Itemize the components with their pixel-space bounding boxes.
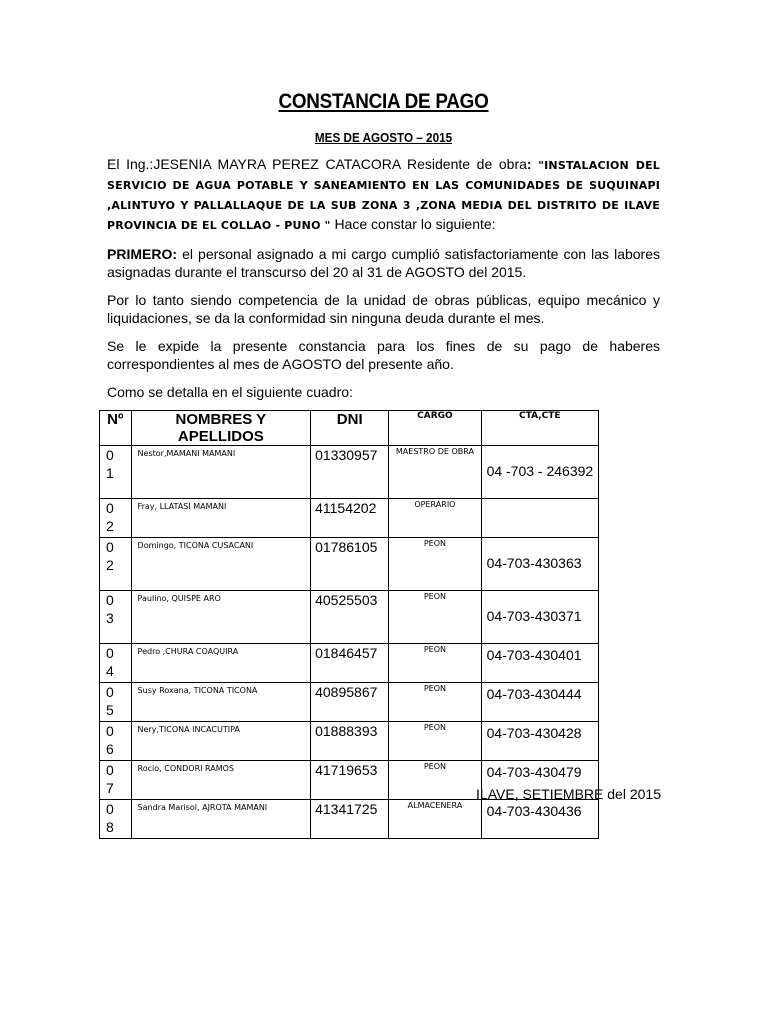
row-number-digit: 0 [106, 592, 114, 608]
row-cargo: PEON [389, 683, 481, 722]
row-dni: 41719653 [311, 761, 389, 800]
payment-table [99, 410, 599, 839]
row-cta: 04-703-430479 [481, 761, 598, 800]
row-dni: 01846457 [311, 644, 389, 683]
document-body [107, 90, 660, 401]
row-name: Nery,TICONA INCACUTIPA [131, 722, 311, 761]
row-cargo: PEON [389, 538, 481, 591]
row-number-digit: 2 [106, 557, 114, 573]
row-number [100, 499, 132, 538]
row-name: Sandra Marisol, AJROTA MAMANI [131, 800, 311, 839]
row-number [100, 644, 132, 683]
paragraph-conformidad: Por lo tanto siendo competencia de la unidad de obras públicas, equipo mecánico y liquidaciones, se da la conformidad sin ninguna deuda durante el mes. [107, 292, 660, 326]
row-number-digit: 0 [106, 539, 114, 555]
row-number-digit: 4 [106, 663, 114, 679]
table-row [100, 683, 599, 722]
document-title: CONSTANCIA DE PAGO [278, 90, 489, 113]
row-dni: 40525503 [311, 591, 389, 644]
row-dni: 01786105 [311, 538, 389, 591]
row-cta: 04-703-430363 [481, 538, 598, 591]
row-cargo: OPERARIO [389, 499, 481, 538]
row-cta: 04-703-430371 [481, 591, 598, 644]
table-header-row [100, 411, 599, 446]
row-number-digit: 2 [106, 518, 114, 534]
table-row [100, 722, 599, 761]
intro-colon: : [526, 156, 539, 172]
row-number-digit: 1 [106, 465, 114, 481]
row-dni: 41341725 [311, 800, 389, 839]
row-name: Domingo, TICONA CUSACANI [131, 538, 311, 591]
row-cta [481, 499, 598, 538]
row-dni: 01888393 [311, 722, 389, 761]
header-names: NOMBRES Y APELLIDOS [131, 411, 311, 446]
row-cta: 04-703-430444 [481, 683, 598, 722]
header-no: Nº [100, 411, 132, 446]
paragraph-cuadro: Como se detalla en el siguiente cuadro: [107, 384, 353, 400]
table-row [100, 800, 599, 839]
row-cargo: PEON [389, 761, 481, 800]
intro-paragraph [107, 155, 660, 235]
row-dni: 01330957 [311, 446, 389, 499]
row-cta: 04-703-430436 [481, 800, 598, 839]
row-number-digit: 8 [106, 819, 114, 835]
primero-paragraph [107, 245, 660, 281]
table-row [100, 538, 599, 591]
row-number-digit: 0 [106, 801, 114, 817]
row-name: Paulino, QUISPE ARO [131, 591, 311, 644]
header-dni: DNI [311, 411, 389, 446]
row-name: Fray, LLATASI MAMANI [131, 499, 311, 538]
row-name: Pedro ,CHURA COAQUIRA [131, 644, 311, 683]
row-number-digit: 0 [106, 723, 114, 739]
intro-plain: El Ing.:JESENIA MAYRA PEREZ CATACORA Residente de obra [107, 156, 527, 172]
place-date: ILAVE, SETIEMBRE del 2015 [476, 786, 661, 802]
row-number [100, 683, 132, 722]
row-number [100, 538, 132, 591]
row-dni: 41154202 [311, 499, 389, 538]
header-cta: CTA,CTE [481, 411, 598, 446]
row-name: Rocio, CONDORI RAMOS [131, 761, 311, 800]
row-number [100, 591, 132, 644]
row-number [100, 722, 132, 761]
row-cta: 04 -703 - 246392 [481, 446, 598, 499]
header-cargo: CARGO [389, 411, 481, 446]
row-name: Susy Roxana, TICONA TICONA [131, 683, 311, 722]
row-cargo: MAESTRO DE OBRA [389, 446, 481, 499]
row-number-digit: 7 [106, 780, 114, 796]
row-number [100, 761, 132, 800]
table-row [100, 446, 599, 499]
primero-text: el personal asignado a mi cargo cumplió satisfactoriamente con las labores asignadas durante el transcurso del 20 al 31 de AGOSTO del 2015. [107, 246, 660, 280]
document-subtitle: MES DE AGOSTO – 2015 [314, 130, 453, 145]
row-number [100, 800, 132, 839]
row-number-digit: 0 [106, 762, 114, 778]
row-dni: 40895867 [311, 683, 389, 722]
primero-label: PRIMERO: [107, 246, 177, 262]
project-name: "INSTALACION DEL SERVICIO DE AGUA POTABLE Y SANEAMIENTO EN LAS COMUNIDADES DE SUQUINAPI ,ALINTUYO Y PALLALLAQUE DE LA SUB ZONA 3 ,ZONA MEDIA DEL DISTRITO DE ILAVE PROVINCIA DE EL COLLAO - PUNO " [107, 159, 660, 232]
row-name: Nestor,MAMANI MAMANI [131, 446, 311, 499]
row-cargo: PEON [389, 591, 481, 644]
row-cargo: PEON [389, 722, 481, 761]
row-cargo: PEON [389, 644, 481, 683]
row-number-digit: 6 [106, 741, 114, 757]
row-number-digit: 0 [106, 645, 114, 661]
row-cta: 04-703-430401 [481, 644, 598, 683]
table-row [100, 644, 599, 683]
paragraph-expide: Se le expide la presente constancia para los fines de su pago de haberes correspondientes al mes de AGOSTO del presente año. [107, 338, 660, 372]
row-number-digit: 0 [106, 684, 114, 700]
row-cargo: ALMACENERA [389, 800, 481, 839]
row-number-digit: 0 [106, 500, 114, 516]
row-cta: 04-703-430428 [481, 722, 598, 761]
row-number-digit: 3 [106, 610, 114, 626]
table-row [100, 499, 599, 538]
intro-end: Hace constar lo siguiente: [330, 216, 496, 232]
table-row [100, 591, 599, 644]
row-number-digit: 0 [106, 447, 114, 463]
row-number [100, 446, 132, 499]
row-number-digit: 5 [106, 702, 114, 718]
